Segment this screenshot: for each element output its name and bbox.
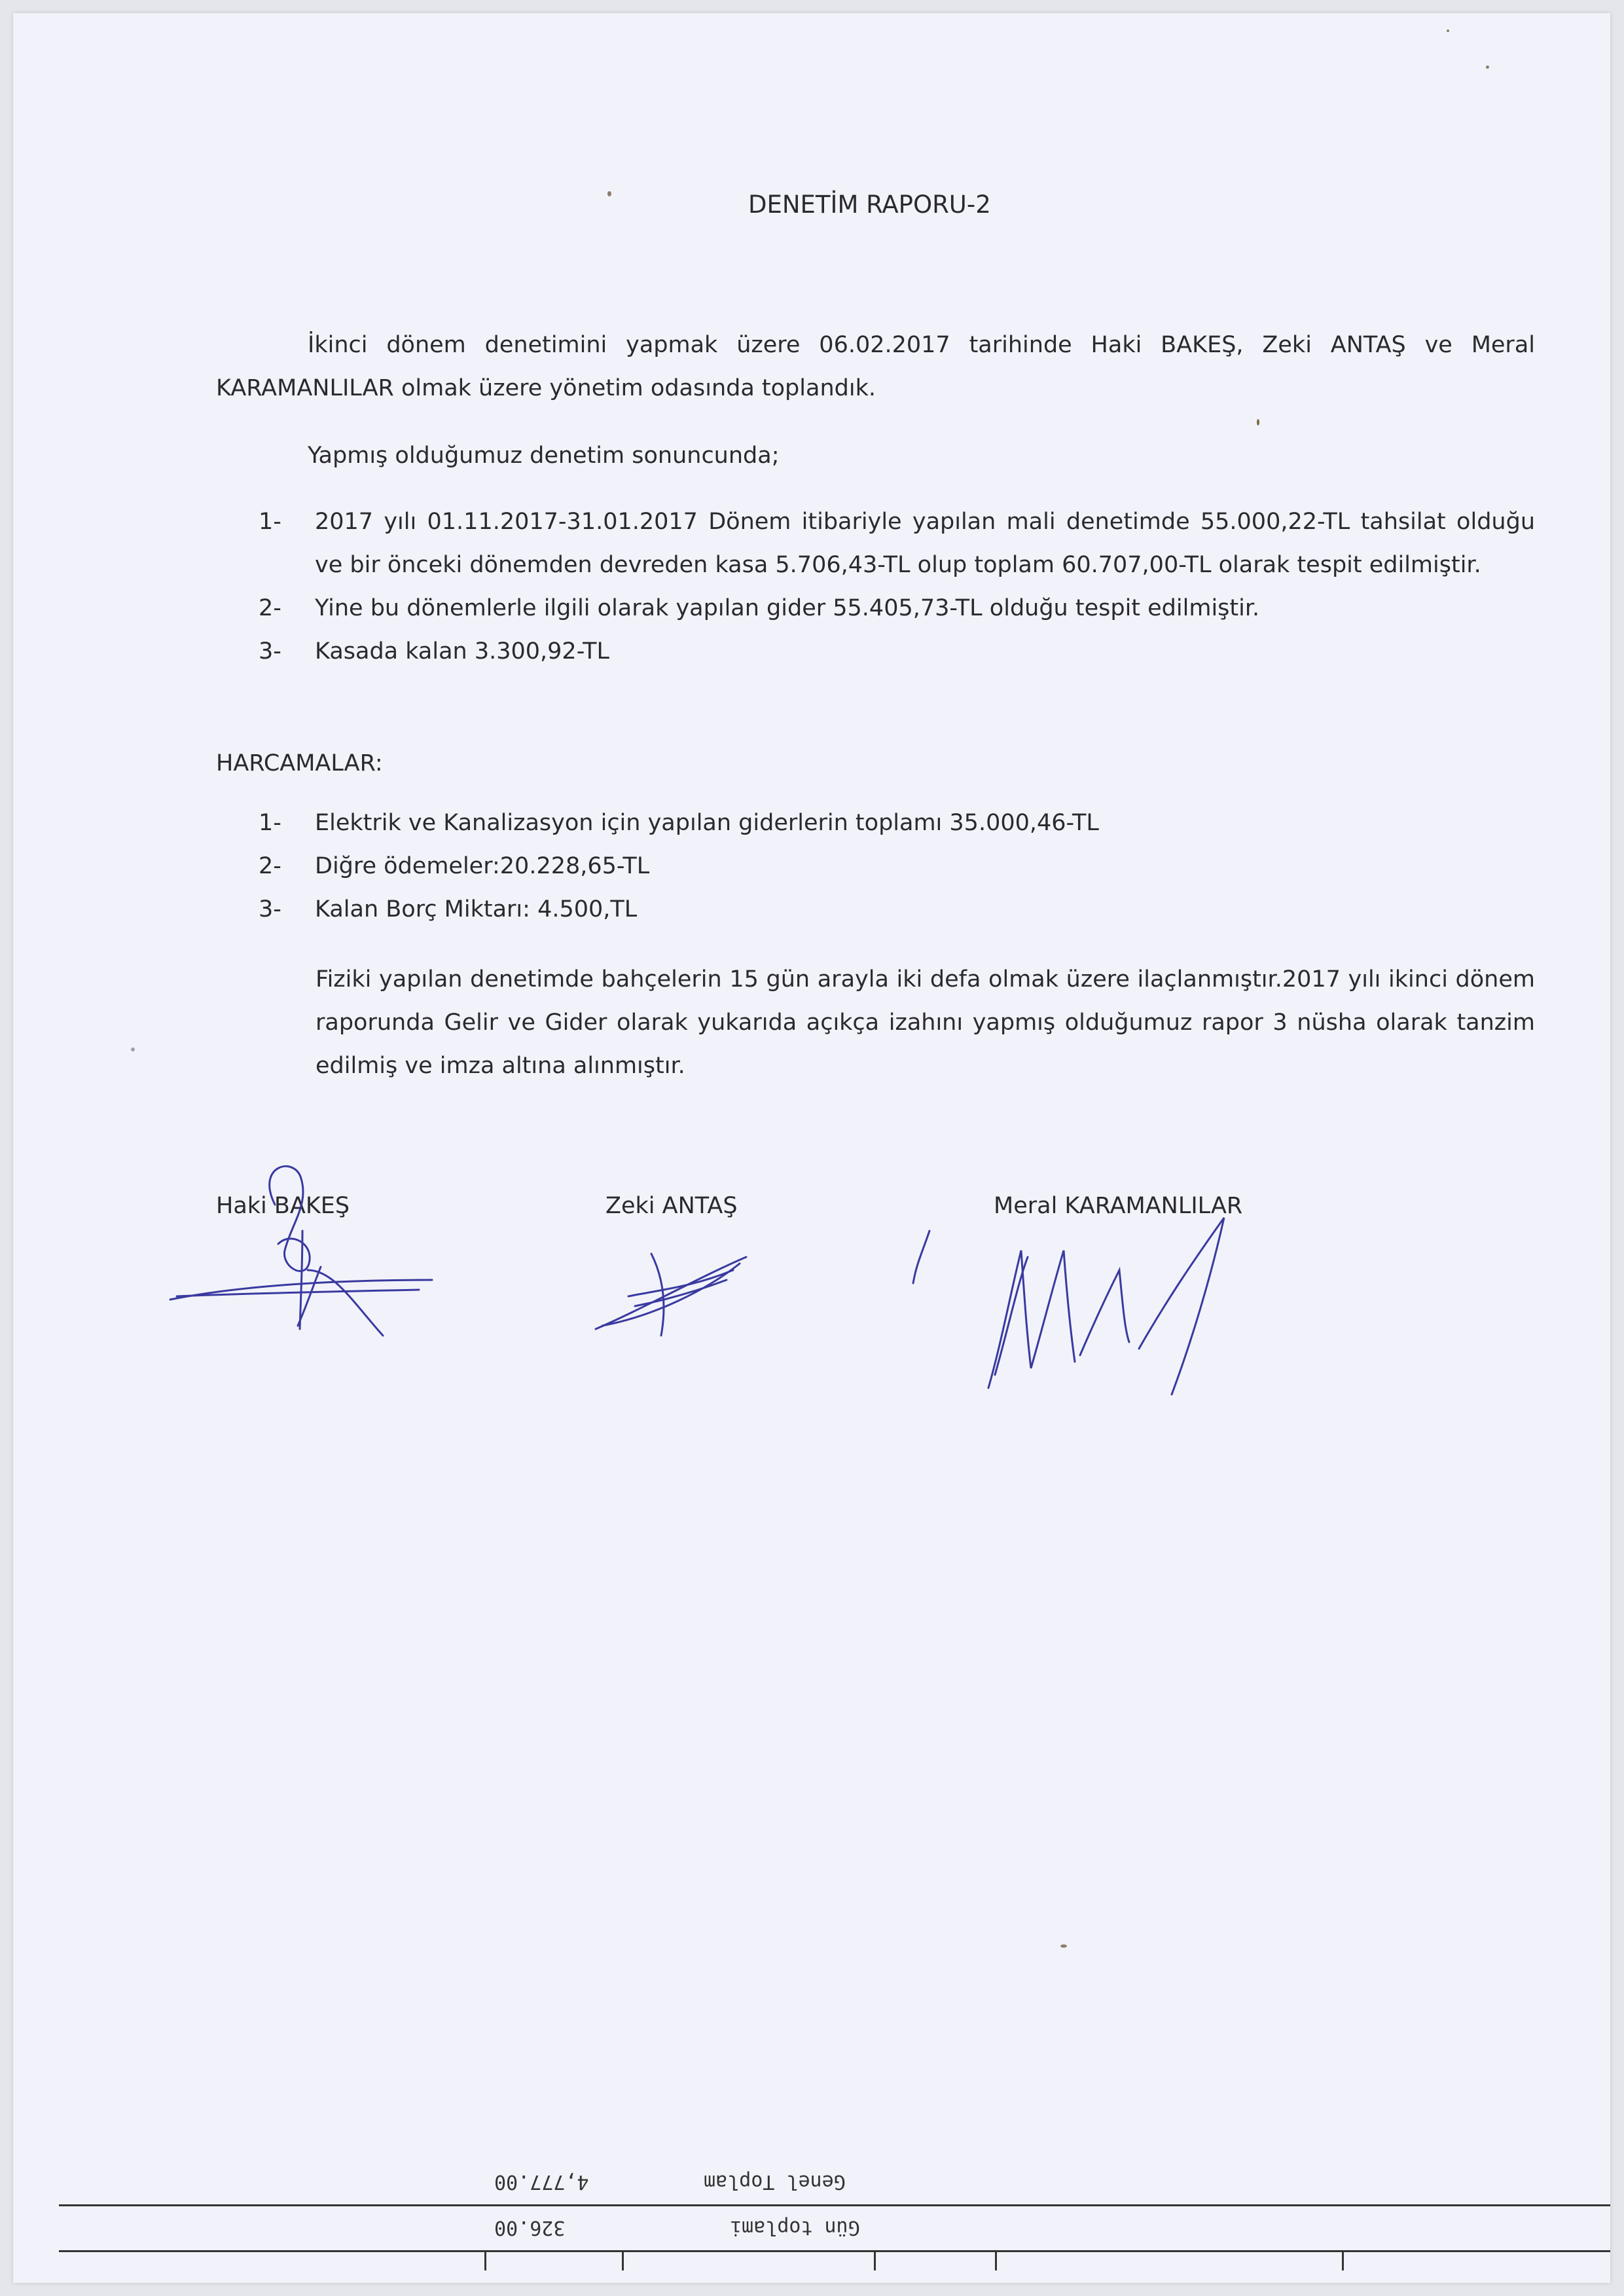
list-item: [259, 500, 1535, 587]
scan-speck: [1060, 1944, 1067, 1948]
signatory-name: Haki BAKEŞ: [216, 1193, 350, 1219]
list-number: 3-: [259, 638, 281, 665]
list-item: [259, 845, 1535, 888]
scan-speck: [131, 1048, 135, 1051]
lead-sentence: Yapmış olduğumuz denetim sonuncunda;: [308, 443, 780, 469]
grand-total-value: 4,777.00: [494, 2170, 589, 2193]
list-text: Kasada kalan 3.300,92-TL: [315, 638, 609, 665]
list-number: 2-: [259, 853, 281, 879]
list-text: Elektrik ve Kanalizasyon için yapılan giderlerin toplamı 35.000,46-TL: [315, 810, 1099, 836]
list-number: 3-: [259, 896, 281, 922]
list-number: 1-: [259, 810, 281, 836]
list-text: Diğre ödemeler:20.228,65-TL: [315, 853, 650, 879]
document-title: DENETİM RAPORU-2: [748, 191, 991, 219]
list-text: 2017 yılı 01.11.2017-31.01.2017 Dönem itibariyle yapılan mali denetimde 55.000,22-TL tahsilat olduğu ve bir önceki dönemden devreden kasa 5.706,43-TL olup toplam 60.707,00-TL olarak tespit edilmiştir.: [315, 509, 1535, 578]
list-text: Yine bu dönemlerle ilgili olarak yapılan gider 55.405,73-TL olduğu tespit edilmiştir.: [315, 595, 1260, 621]
closing-paragraph: Fiziki yapılan denetimde bahçelerin 15 gün arayla iki defa olmak üzere ilaçlanmıştır.2017 yılı ikinci dönem raporunda Gelir ve Gider olarak yukarıda açıkça izahını yapmış olduğumuz rapor 3 nüsha olarak tanzim edilmiş ve imza altına alınmıştır.: [316, 966, 1535, 1079]
signatory-name: Zeki ANTAŞ: [605, 1193, 738, 1219]
day-total-label: Gün toplami: [730, 2216, 860, 2239]
grand-total-label: Genel Toplam: [704, 2170, 846, 2193]
scan-speck: [1257, 419, 1259, 426]
signature-3: [903, 1211, 1296, 1408]
expenses-heading: HARCAMALAR:: [216, 750, 383, 776]
signature-2: [589, 1244, 759, 1342]
list-number: 2-: [259, 595, 281, 621]
findings-list: [259, 500, 1535, 673]
signature-1: [157, 1152, 445, 1349]
signatory-name: Meral KARAMANLILAR: [994, 1193, 1243, 1219]
list-text: Kalan Borç Miktarı: 4.500,TL: [315, 896, 638, 922]
day-total-value: 326.00: [494, 2216, 566, 2239]
intro-paragraph: İkinci dönem denetimini yapmak üzere 06.02.2017 tarihinde Haki BAKEŞ, Zeki ANTAŞ ve Meral KARAMANLILAR olmak üzere yönetim odasında toplandık.: [216, 332, 1535, 401]
list-number: 1-: [259, 509, 281, 535]
expenses-list: [259, 801, 1535, 931]
list-item: [259, 587, 1535, 630]
list-item: [259, 888, 1535, 931]
list-item: [259, 801, 1535, 845]
scan-speck: [607, 191, 611, 196]
scan-speck: [1447, 29, 1449, 32]
list-item: [259, 630, 1535, 673]
scan-speck: [1486, 65, 1489, 69]
